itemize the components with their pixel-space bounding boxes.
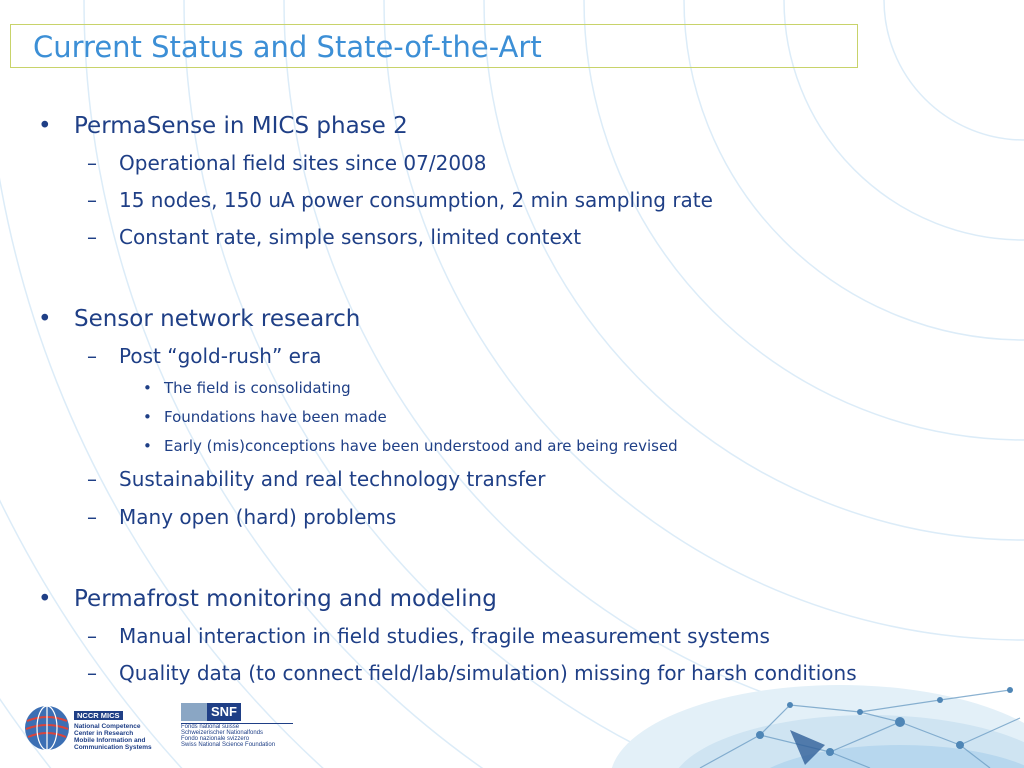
nccr-mics-logo [22,703,172,753]
nccr-line4: Communication Systems [74,744,152,751]
nccr-line3: Mobile Information and [74,737,146,744]
swiss-cross-mark [181,703,207,721]
snf-line4: Swiss National Science Foundation [181,742,276,748]
snf-line1: Fonds national suisse [181,724,240,730]
slide-title: Current Status and State-of-the-Art [33,30,542,64]
nccr-name: NCCR MICS [74,711,123,720]
snf-line2: Schweizerischer Nationalfonds [181,730,264,736]
small-bullet-marker: • [143,408,152,426]
dash-marker: – [87,624,97,648]
sub-bullet-item: Sustainability and real technology transfer [119,467,546,491]
small-bullet-marker: • [143,379,152,397]
sub-bullet-item: 15 nodes, 150 uA power consumption, 2 min sampling rate [119,188,713,212]
sub-bullet-item: Operational field sites since 07/2008 [119,151,487,175]
dash-marker: – [87,344,97,368]
sub-bullet-item: Manual interaction in field studies, fragile measurement systems [119,624,770,648]
dash-marker: – [87,188,97,212]
nccr-line1: National Competence [74,723,141,730]
snf-line3: Fondo nazionale svizzero [181,736,250,742]
dash-marker: – [87,225,97,249]
sub-sub-bullet-item: Early (mis)conceptions have been understood and are being revised [164,437,678,455]
nccr-line2: Center in Research [74,730,134,737]
bullet-item: Sensor network research [74,306,361,332]
dash-marker: – [87,505,97,529]
sub-bullet-item: Constant rate, simple sensors, limited context [119,225,582,249]
sub-bullet-item: Post “gold-rush” era [119,344,322,368]
bullet-marker: • [38,306,52,332]
snf-logo [181,703,293,751]
dash-marker: – [87,151,97,175]
globe-logo-icon [22,703,74,753]
dash-marker: – [87,661,97,685]
sub-bullet-item: Quality data (to connect field/lab/simulation) missing for harsh conditions [119,661,857,685]
sub-sub-bullet-item: Foundations have been made [164,408,387,426]
bullet-item: PermaSense in MICS phase 2 [74,113,408,139]
bullet-marker: • [38,113,52,139]
dash-marker: – [87,467,97,491]
bullet-marker: • [38,586,52,612]
small-bullet-marker: • [143,437,152,455]
snf-mark: SNF [207,703,241,721]
sub-bullet-item: Many open (hard) problems [119,505,397,529]
bullet-item: Permafrost monitoring and modeling [74,586,497,612]
sub-sub-bullet-item: The field is consolidating [164,379,351,397]
